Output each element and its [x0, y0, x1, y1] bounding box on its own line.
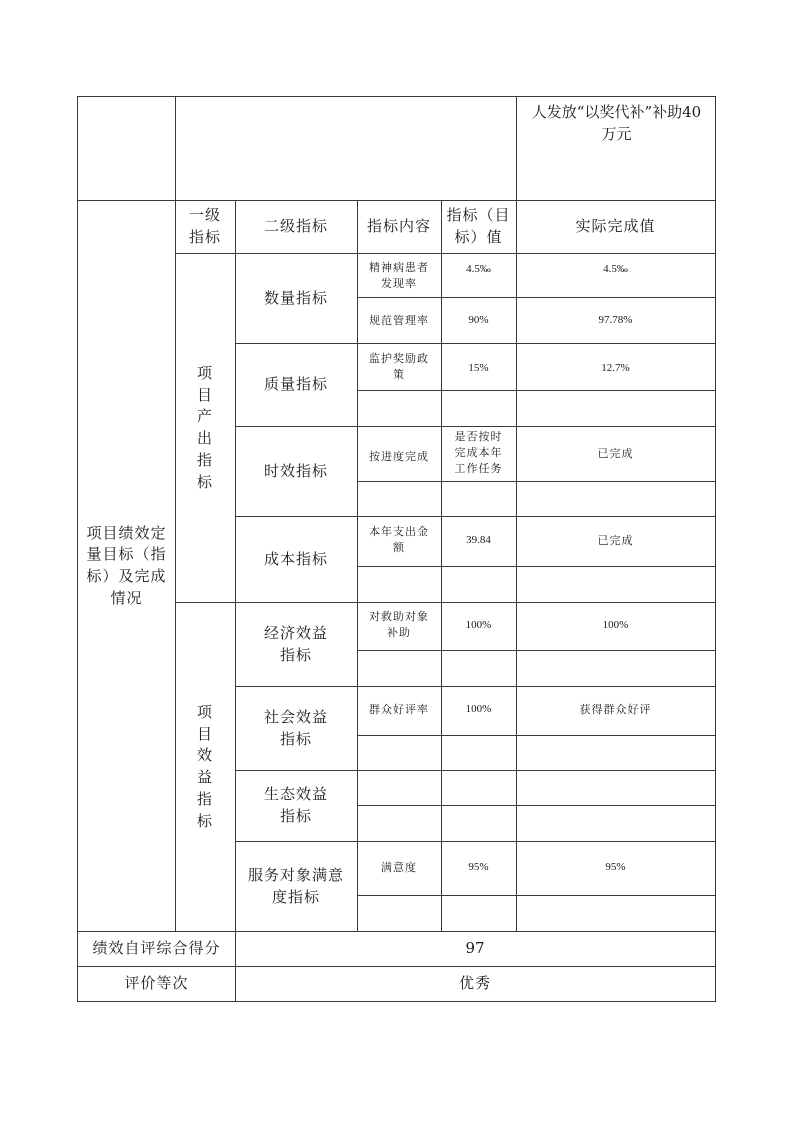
level2-economic: 经济效益指标	[263, 623, 328, 664]
rule	[357, 390, 716, 391]
row-target: 15%	[468, 362, 489, 374]
header-target: 指标（目标）值	[446, 206, 511, 246]
row-actual: 100%	[602, 619, 629, 631]
level2-quality: 质量指标	[263, 375, 328, 394]
level2-quantity: 数量指标	[263, 288, 328, 307]
row-target: 100%	[465, 619, 492, 631]
rule	[357, 895, 716, 896]
rule	[357, 566, 716, 567]
level2-cost: 成本指标	[263, 549, 328, 568]
rule	[357, 650, 716, 651]
row-content: 监护奖励政策	[369, 352, 429, 381]
header-actual: 实际完成值	[575, 217, 656, 236]
row-content: 群众好评率	[369, 703, 429, 716]
row-content: 对救助对象补助	[369, 610, 429, 639]
row-actual: 已完成	[597, 447, 634, 460]
row-actual: 12.7%	[601, 362, 630, 374]
row-content: 本年支出金额	[369, 525, 429, 554]
grade-label: 评价等次	[124, 974, 189, 993]
performance-table	[77, 96, 716, 1002]
level2-timeliness: 时效指标	[263, 461, 328, 480]
row-target: 90%	[468, 313, 489, 326]
rule	[357, 805, 716, 806]
group-output: 项目产出指标	[196, 363, 213, 491]
row-target: 4.5‰	[466, 263, 491, 275]
level2-ecological: 生态效益指标	[263, 785, 328, 825]
row-target: 39.84	[466, 534, 491, 546]
grade-value: 优秀	[458, 974, 491, 993]
row-actual: 已完成	[597, 534, 634, 547]
rule	[357, 735, 716, 736]
score-label: 绩效自评综合得分	[92, 939, 221, 958]
top-note: 人发放“以奖代补”补助40万元	[531, 103, 702, 143]
row-target: 100%	[465, 703, 492, 715]
group-benefit: 项目效益指标	[196, 702, 213, 830]
row-actual: 95%	[605, 861, 626, 873]
level2-social: 社会效益指标	[263, 707, 328, 748]
row-content: 规范管理率	[369, 313, 429, 327]
level2-satisfaction: 服务对象满意度指标	[247, 865, 344, 906]
row-content: 按进度完成	[369, 450, 429, 464]
header-content: 指标内容	[366, 217, 431, 236]
score-value: 97	[465, 939, 485, 958]
section-label: 项目绩效定量目标（指标）及完成情况	[86, 523, 167, 607]
header-level2: 二级指标	[263, 217, 328, 236]
row-actual: 4.5‰	[603, 263, 628, 275]
row-content: 精神病患者发现率	[369, 260, 429, 290]
row-content: 满意度	[381, 861, 417, 874]
row-target: 是否按时完成本年工作任务	[454, 430, 503, 475]
row-target: 95%	[468, 861, 489, 873]
rule	[357, 481, 716, 482]
rule	[77, 96, 716, 97]
row-actual: 97.78%	[598, 313, 633, 326]
rule	[77, 1001, 716, 1002]
row-actual: 获得群众好评	[579, 703, 652, 716]
rule	[715, 96, 716, 1002]
header-level1: 一级指标	[188, 206, 221, 246]
